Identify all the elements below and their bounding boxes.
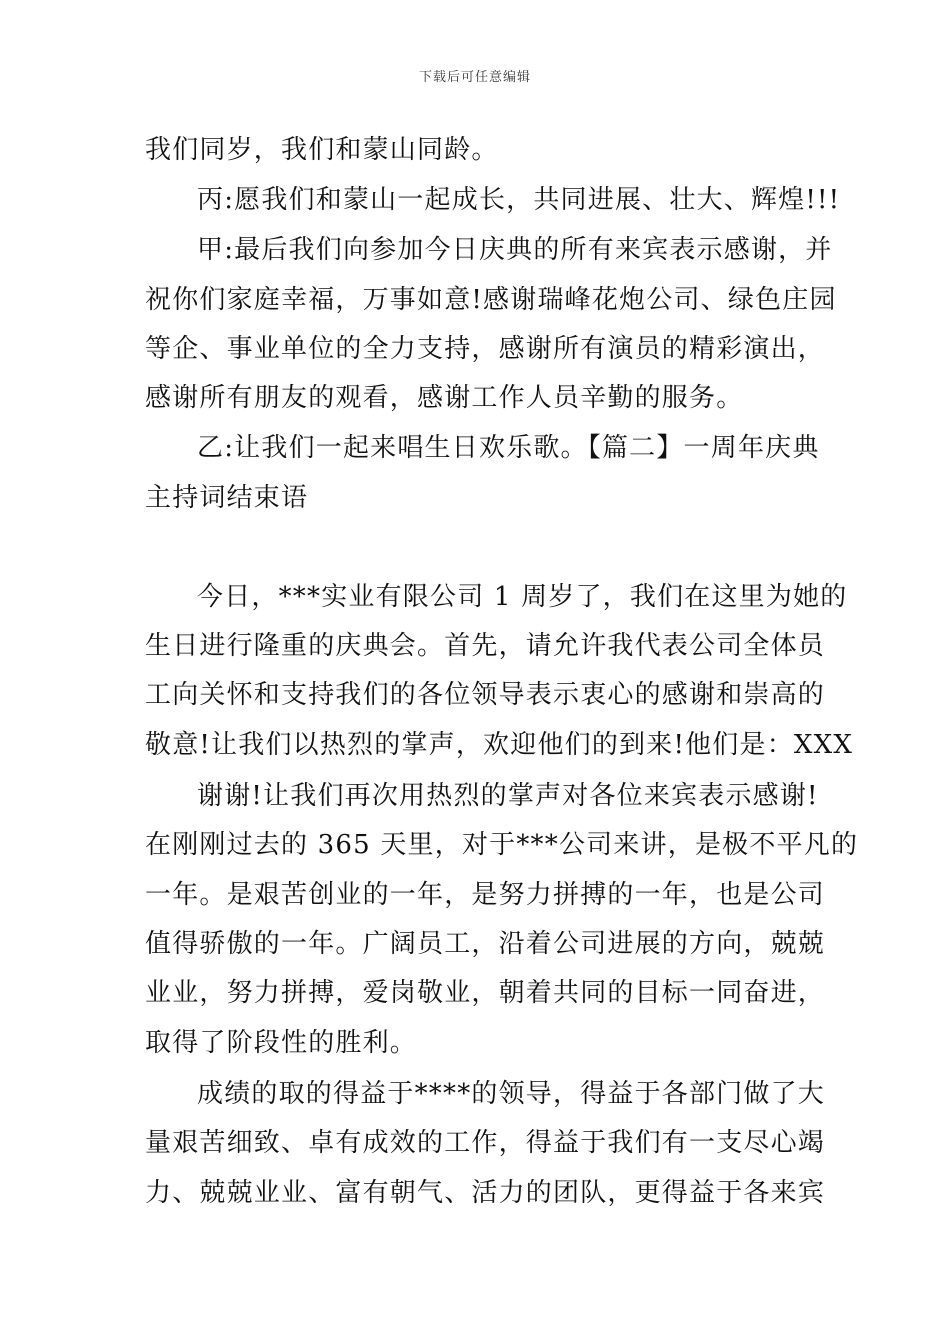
text-line: 力、兢兢业业、富有朝气、活力的团队，更得益于各来宾	[145, 1178, 826, 1208]
text-line: 感谢所有朋友的观看，感谢工作人员辛勤的服务。	[145, 383, 744, 413]
text-line: 工向关怀和支持我们的各位领导表示衷心的感谢和崇高的	[145, 680, 826, 710]
text-line: 成绩的取的得益于****的领导，得益于各部门做了大	[197, 1079, 826, 1109]
text-line: 祝你们家庭幸福，万事如意!感谢瑞峰花炮公司、绿色庄园	[145, 285, 837, 315]
text-line: 值得骄傲的一年。广阔员工，沿着公司进展的方向，兢兢	[145, 929, 826, 959]
text-line: 甲:最后我们向参加今日庆典的所有来宾表示感谢，并	[197, 235, 833, 265]
text-line: 量艰苦细致、卓有成效的工作，得益于我们有一支尽心竭	[145, 1128, 826, 1158]
text-line: 取得了阶段性的胜利。	[145, 1028, 418, 1058]
text-line: 敬意!让我们以热烈的掌声，欢迎他们的到来!他们是：XXX	[145, 730, 854, 760]
text-line: 在刚刚过去的 365 天里，对于***公司来讲，是极不平凡的	[145, 830, 859, 860]
text-line: 主持词结束语	[145, 483, 309, 513]
text-line: 丙:愿我们和蒙山一起成长，共同进展、壮大、辉煌!!!	[197, 185, 841, 215]
text-line: 今日，***实业有限公司 1 周岁了，我们在这里为她的	[197, 582, 848, 612]
text-line: 等企、事业单位的全力支持，感谢所有演员的精彩演出，	[145, 334, 826, 364]
text-line: 一年。是艰苦创业的一年，是努力拼搏的一年，也是公司	[145, 880, 826, 910]
text-line: 生日进行隆重的庆典会。首先，请允许我代表公司全体员	[145, 631, 826, 661]
text-line: 业业，努力拼搏，爱岗敬业，朝着共同的目标一同奋进，	[145, 978, 826, 1008]
page-header: 下载后可任意编辑	[418, 70, 531, 85]
text-line: 我们同岁，我们和蒙山同龄。	[145, 135, 499, 165]
text-line: 乙:让我们一起来唱生日欢乐歌。【篇二】一周年庆典	[197, 433, 820, 463]
text-line: 谢谢!让我们再次用热烈的掌声对各位来宾表示感谢!	[197, 781, 819, 811]
